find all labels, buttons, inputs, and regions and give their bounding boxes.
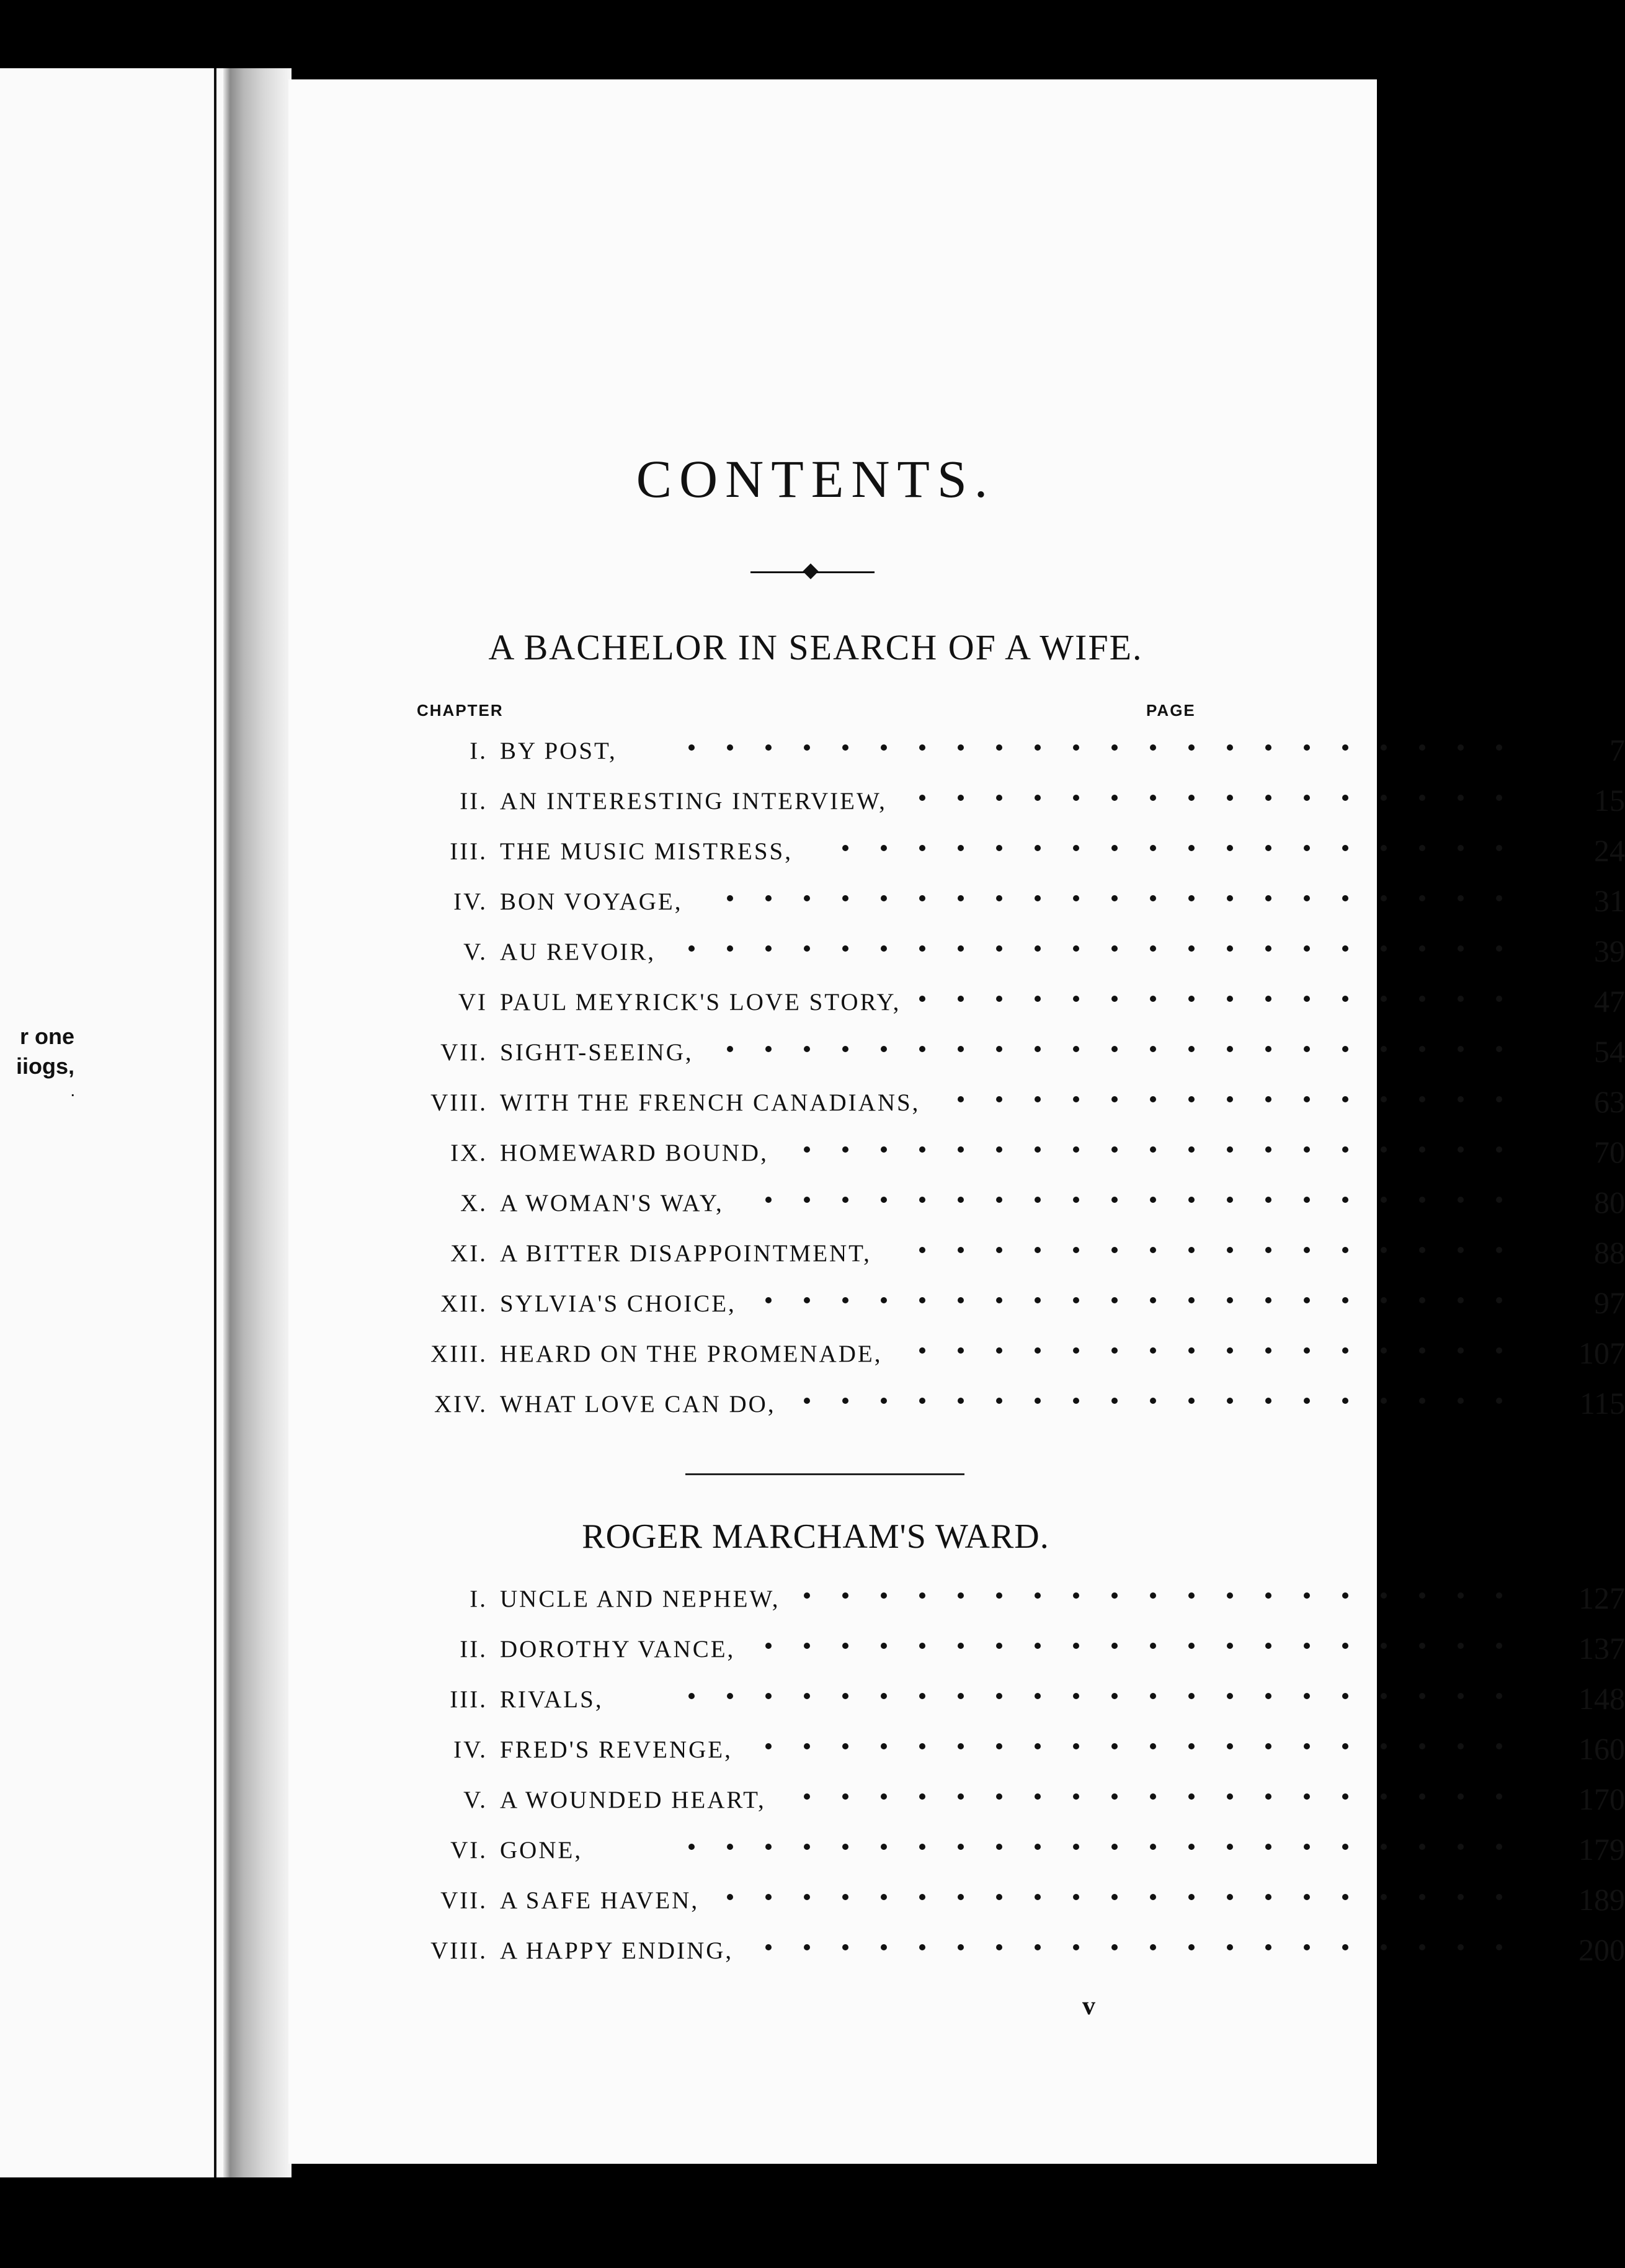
toc-entry <box>409 1581 1625 1628</box>
page-number: 47 <box>1594 984 1625 1019</box>
dot-leader <box>409 1089 1507 1120</box>
toc-entry <box>409 1681 1625 1729</box>
chapter-number: VI <box>458 989 488 1016</box>
dot-leader <box>409 837 1507 868</box>
page-number: 15 <box>1594 783 1625 818</box>
page-number: 148 <box>1578 1681 1625 1716</box>
left-facing-page <box>0 68 223 2177</box>
page-number: 160 <box>1578 1731 1625 1766</box>
toc-entry <box>409 1782 1625 1829</box>
page-number: 70 <box>1594 1135 1625 1169</box>
chapter-number: VIII. <box>430 1937 488 1964</box>
chapter-number: IV. <box>453 888 488 915</box>
section-divider <box>685 1473 964 1475</box>
toc-entry <box>409 1034 1625 1082</box>
chapter-number: XI. <box>450 1240 488 1267</box>
left-page-fragment: . <box>71 1086 74 1099</box>
dot-leader <box>409 787 1507 818</box>
toc-entry <box>409 1135 1625 1182</box>
chapter-title: RIVALS, <box>500 1686 603 1713</box>
dot-leader <box>409 1786 1507 1817</box>
book-gutter <box>223 68 292 2177</box>
chapter-title: A BITTER DISAPPOINTMENT, <box>500 1240 871 1267</box>
chapter-title: A WOMAN'S WAY, <box>500 1190 724 1217</box>
toc-entry <box>409 733 1625 780</box>
dot-leader <box>409 988 1507 1019</box>
dot-leader <box>409 1736 1507 1767</box>
chapter-title: WHAT LOVE CAN DO, <box>500 1391 776 1418</box>
page-number: 63 <box>1594 1084 1625 1119</box>
chapter-title: GONE, <box>500 1837 583 1864</box>
dot-leader <box>409 1685 1507 1717</box>
chapter-title: DOROTHY VANCE, <box>500 1636 736 1663</box>
dot-leader <box>409 1189 1507 1220</box>
chapter-title: FRED'S REVENGE, <box>500 1736 732 1763</box>
page-number: 200 <box>1578 1932 1625 1967</box>
dot-leader <box>409 737 1507 768</box>
chapter-title: THE MUSIC MISTRESS, <box>500 838 793 865</box>
chapter-number: XII. <box>440 1290 488 1317</box>
page-number: 179 <box>1578 1832 1625 1867</box>
chapter-number: IX. <box>450 1140 488 1166</box>
toc-entry <box>409 934 1625 981</box>
section-title: ROGER MARCHAM'S WARD. <box>582 1517 1049 1556</box>
toc-entry <box>409 1235 1625 1283</box>
dot-leader <box>409 1635 1507 1666</box>
chapter-title: A SAFE HAVEN, <box>500 1887 700 1914</box>
chapter-number: VIII. <box>430 1089 488 1116</box>
chapter-number: XIV. <box>434 1391 488 1418</box>
toc-entry <box>409 1832 1625 1880</box>
page-number: 170 <box>1578 1782 1625 1816</box>
page-folio: v <box>1082 1992 1095 2020</box>
toc-entry <box>409 783 1625 831</box>
chapter-number: II. <box>460 1636 488 1663</box>
chapter-number: V. <box>463 1787 488 1813</box>
page-number: 137 <box>1578 1631 1625 1666</box>
chapter-number: VII. <box>440 1887 488 1914</box>
toc-entry <box>409 1336 1625 1383</box>
toc-entry <box>409 883 1625 931</box>
chapter-number: I. <box>470 1586 488 1612</box>
toc-entry <box>409 1185 1625 1233</box>
page-number: 24 <box>1594 833 1625 868</box>
toc-entry <box>409 1084 1625 1132</box>
chapter-number: V. <box>463 939 488 965</box>
dot-leader <box>409 1239 1507 1270</box>
toc-entry <box>409 1731 1625 1779</box>
page-number: 115 <box>1579 1386 1625 1421</box>
chapter-title: SYLVIA'S CHOICE, <box>500 1290 736 1317</box>
dot-leader <box>409 1937 1507 1968</box>
dot-leader <box>409 1886 1507 1918</box>
page-number: 127 <box>1578 1581 1625 1615</box>
page-title: CONTENTS. <box>636 449 995 509</box>
chapter-number: X. <box>460 1190 488 1217</box>
chapter-title: UNCLE AND NEPHEW, <box>500 1586 780 1612</box>
chapter-number: IV. <box>453 1736 488 1763</box>
toc-entry <box>409 1285 1625 1333</box>
chapter-title: A WOUNDED HEART, <box>500 1787 766 1813</box>
page-number: 107 <box>1578 1336 1625 1370</box>
toc-entry <box>409 984 1625 1032</box>
chapter-title: AN INTERESTING INTERVIEW, <box>500 788 887 815</box>
dot-leader <box>409 1139 1507 1170</box>
section-title: A BACHELOR IN SEARCH OF A WIFE. <box>488 627 1143 667</box>
chapter-title: BON VOYAGE, <box>500 888 683 915</box>
dot-leader <box>409 1390 1507 1421</box>
chapter-number: VI. <box>450 1837 488 1864</box>
chapter-title: WITH THE FRENCH CANADIANS, <box>500 1089 920 1116</box>
toc-entry <box>409 1882 1625 1930</box>
toc-entry <box>409 833 1625 881</box>
toc-entry <box>409 1386 1625 1434</box>
chapter-title: PAUL MEYRICK'S LOVE STORY, <box>500 989 901 1016</box>
toc-entry <box>409 1932 1625 1980</box>
page-number: 31 <box>1594 883 1625 918</box>
page-number: 54 <box>1594 1034 1625 1069</box>
left-page-fragment: iiogs, <box>16 1053 74 1079</box>
dot-leader <box>409 1290 1507 1321</box>
chapter-number: I. <box>470 738 488 764</box>
dot-leader <box>409 1340 1507 1371</box>
chapter-title: SIGHT-SEEING, <box>500 1039 693 1066</box>
chapter-number: II. <box>460 788 488 815</box>
chapter-title: AU REVOIR, <box>500 939 656 965</box>
page-edge-line <box>214 68 216 2177</box>
dot-leader <box>409 1038 1507 1069</box>
chapter-number: VII. <box>440 1039 488 1066</box>
page-number: 7 <box>1609 733 1625 767</box>
page-number: 189 <box>1578 1882 1625 1917</box>
ornament-divider <box>750 565 875 579</box>
chapter-title: HEARD ON THE PROMENADE, <box>500 1341 883 1367</box>
chapter-title: A HAPPY ENDING, <box>500 1937 734 1964</box>
chapter-column-label: CHAPTER <box>417 701 504 720</box>
page-column-label: PAGE <box>1146 701 1196 720</box>
dot-leader <box>409 888 1507 919</box>
chapter-title: BY POST, <box>500 738 617 764</box>
dot-leader <box>409 1836 1507 1867</box>
page-number: 97 <box>1594 1285 1625 1320</box>
toc-entry <box>409 1631 1625 1679</box>
chapter-title: HOMEWARD BOUND, <box>500 1140 768 1166</box>
page-number: 88 <box>1594 1235 1625 1270</box>
dot-leader <box>409 938 1507 969</box>
left-page-fragment: r one <box>19 1024 74 1049</box>
dot-leader <box>409 1585 1507 1616</box>
page-number: 39 <box>1594 934 1625 968</box>
chapter-number: III. <box>450 1686 488 1713</box>
chapter-number: XIII. <box>430 1341 488 1367</box>
page-number: 80 <box>1594 1185 1625 1220</box>
chapter-number: III. <box>450 838 488 865</box>
